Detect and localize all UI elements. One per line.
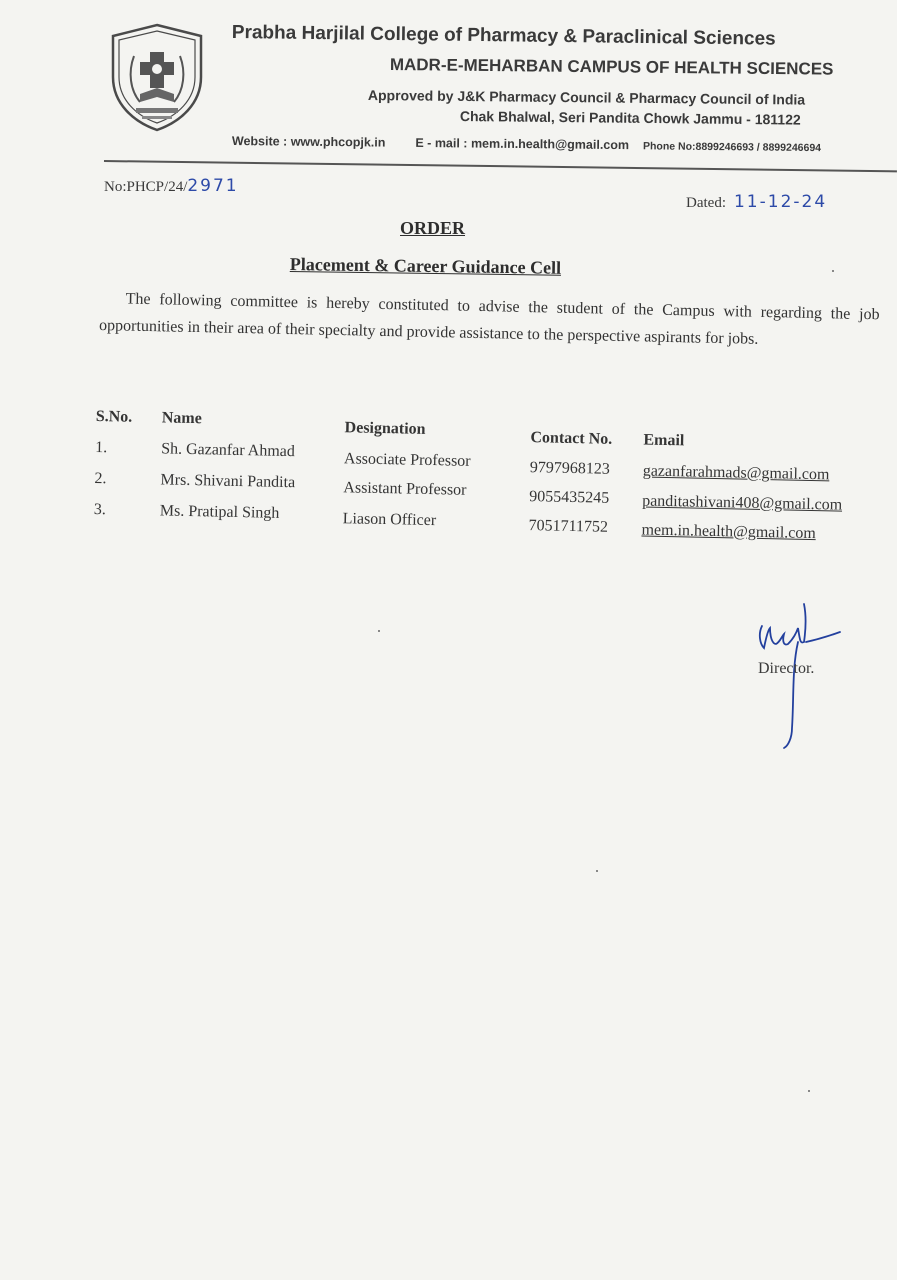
phone-numbers: Phone No:8899246693 / 8899246694	[642, 140, 822, 155]
row-email: mem.in.health@gmail.com	[641, 521, 816, 543]
approval-line: Approved by J&K Pharmacy Council & Pharmacy Council of India	[367, 87, 806, 108]
order-subtitle: Placement & Career Guidance Cell	[289, 254, 562, 278]
scan-speck	[378, 630, 380, 632]
college-name: Prabha Harjilal College of Pharmacy & Paraclinical Sciences	[231, 22, 776, 50]
date-label: Dated:	[686, 195, 726, 211]
row-email: gazanfarahmads@gmail.com	[642, 462, 830, 484]
row-sno: 3.	[93, 500, 107, 519]
reference-handwritten-number: 2971	[187, 176, 239, 196]
row-designation: Associate Professor	[343, 450, 471, 470]
row-contact: 9797968123	[529, 459, 611, 478]
order-body-text: The following committee is hereby constituted to advise the student of the Campus with regarding the job opportunities in their area of their specialty and provide assistance to the perspective aspirants for jobs.	[98, 290, 880, 348]
committee-table	[93, 408, 896, 565]
website: Website : www.phcopjk.in	[231, 134, 386, 150]
campus-name: MADR-E-MEHARBAN CAMPUS OF HEALTH SCIENCES	[389, 55, 834, 79]
college-crest-icon	[108, 22, 206, 134]
date-handwritten-value: 11-12-24	[733, 192, 828, 212]
scan-speck	[808, 1090, 810, 1092]
order-title: ORDER	[400, 218, 466, 238]
address-line: Chak Bhalwal, Seri Pandita Chowk Jammu - 181122	[459, 108, 801, 128]
row-name: Mrs. Shivani Pandita	[160, 471, 296, 492]
row-email: panditashivani408@gmail.com	[641, 492, 843, 514]
header-name: Name	[161, 409, 202, 428]
header-sno: S.No.	[95, 408, 133, 426]
row-designation: Assistant Professor	[343, 479, 467, 499]
header-contact: Contact No.	[530, 429, 613, 448]
row-sno: 1.	[94, 438, 108, 457]
row-designation: Liason Officer	[342, 510, 437, 530]
reference-prefix: No:PHCP/24/	[104, 179, 188, 195]
header-designation: Designation	[344, 419, 426, 438]
header-email: Email	[643, 431, 685, 450]
contact-line	[232, 134, 897, 155]
scan-speck	[596, 870, 598, 872]
row-name: Ms. Pratipal Singh	[159, 502, 280, 522]
letterhead-divider	[104, 160, 897, 172]
row-contact: 9055435245	[529, 488, 610, 507]
row-name: Sh. Gazanfar Ahmad	[160, 440, 296, 461]
reference-number	[104, 176, 239, 196]
signatory-title: Director.	[758, 660, 815, 677]
date-line	[686, 192, 827, 212]
email-address: E - mail : mem.in.health@gmail.com	[415, 135, 630, 153]
row-contact: 7051711752	[528, 517, 609, 536]
scan-speck	[832, 270, 834, 272]
order-body	[99, 285, 880, 355]
row-sno: 2.	[94, 469, 107, 488]
